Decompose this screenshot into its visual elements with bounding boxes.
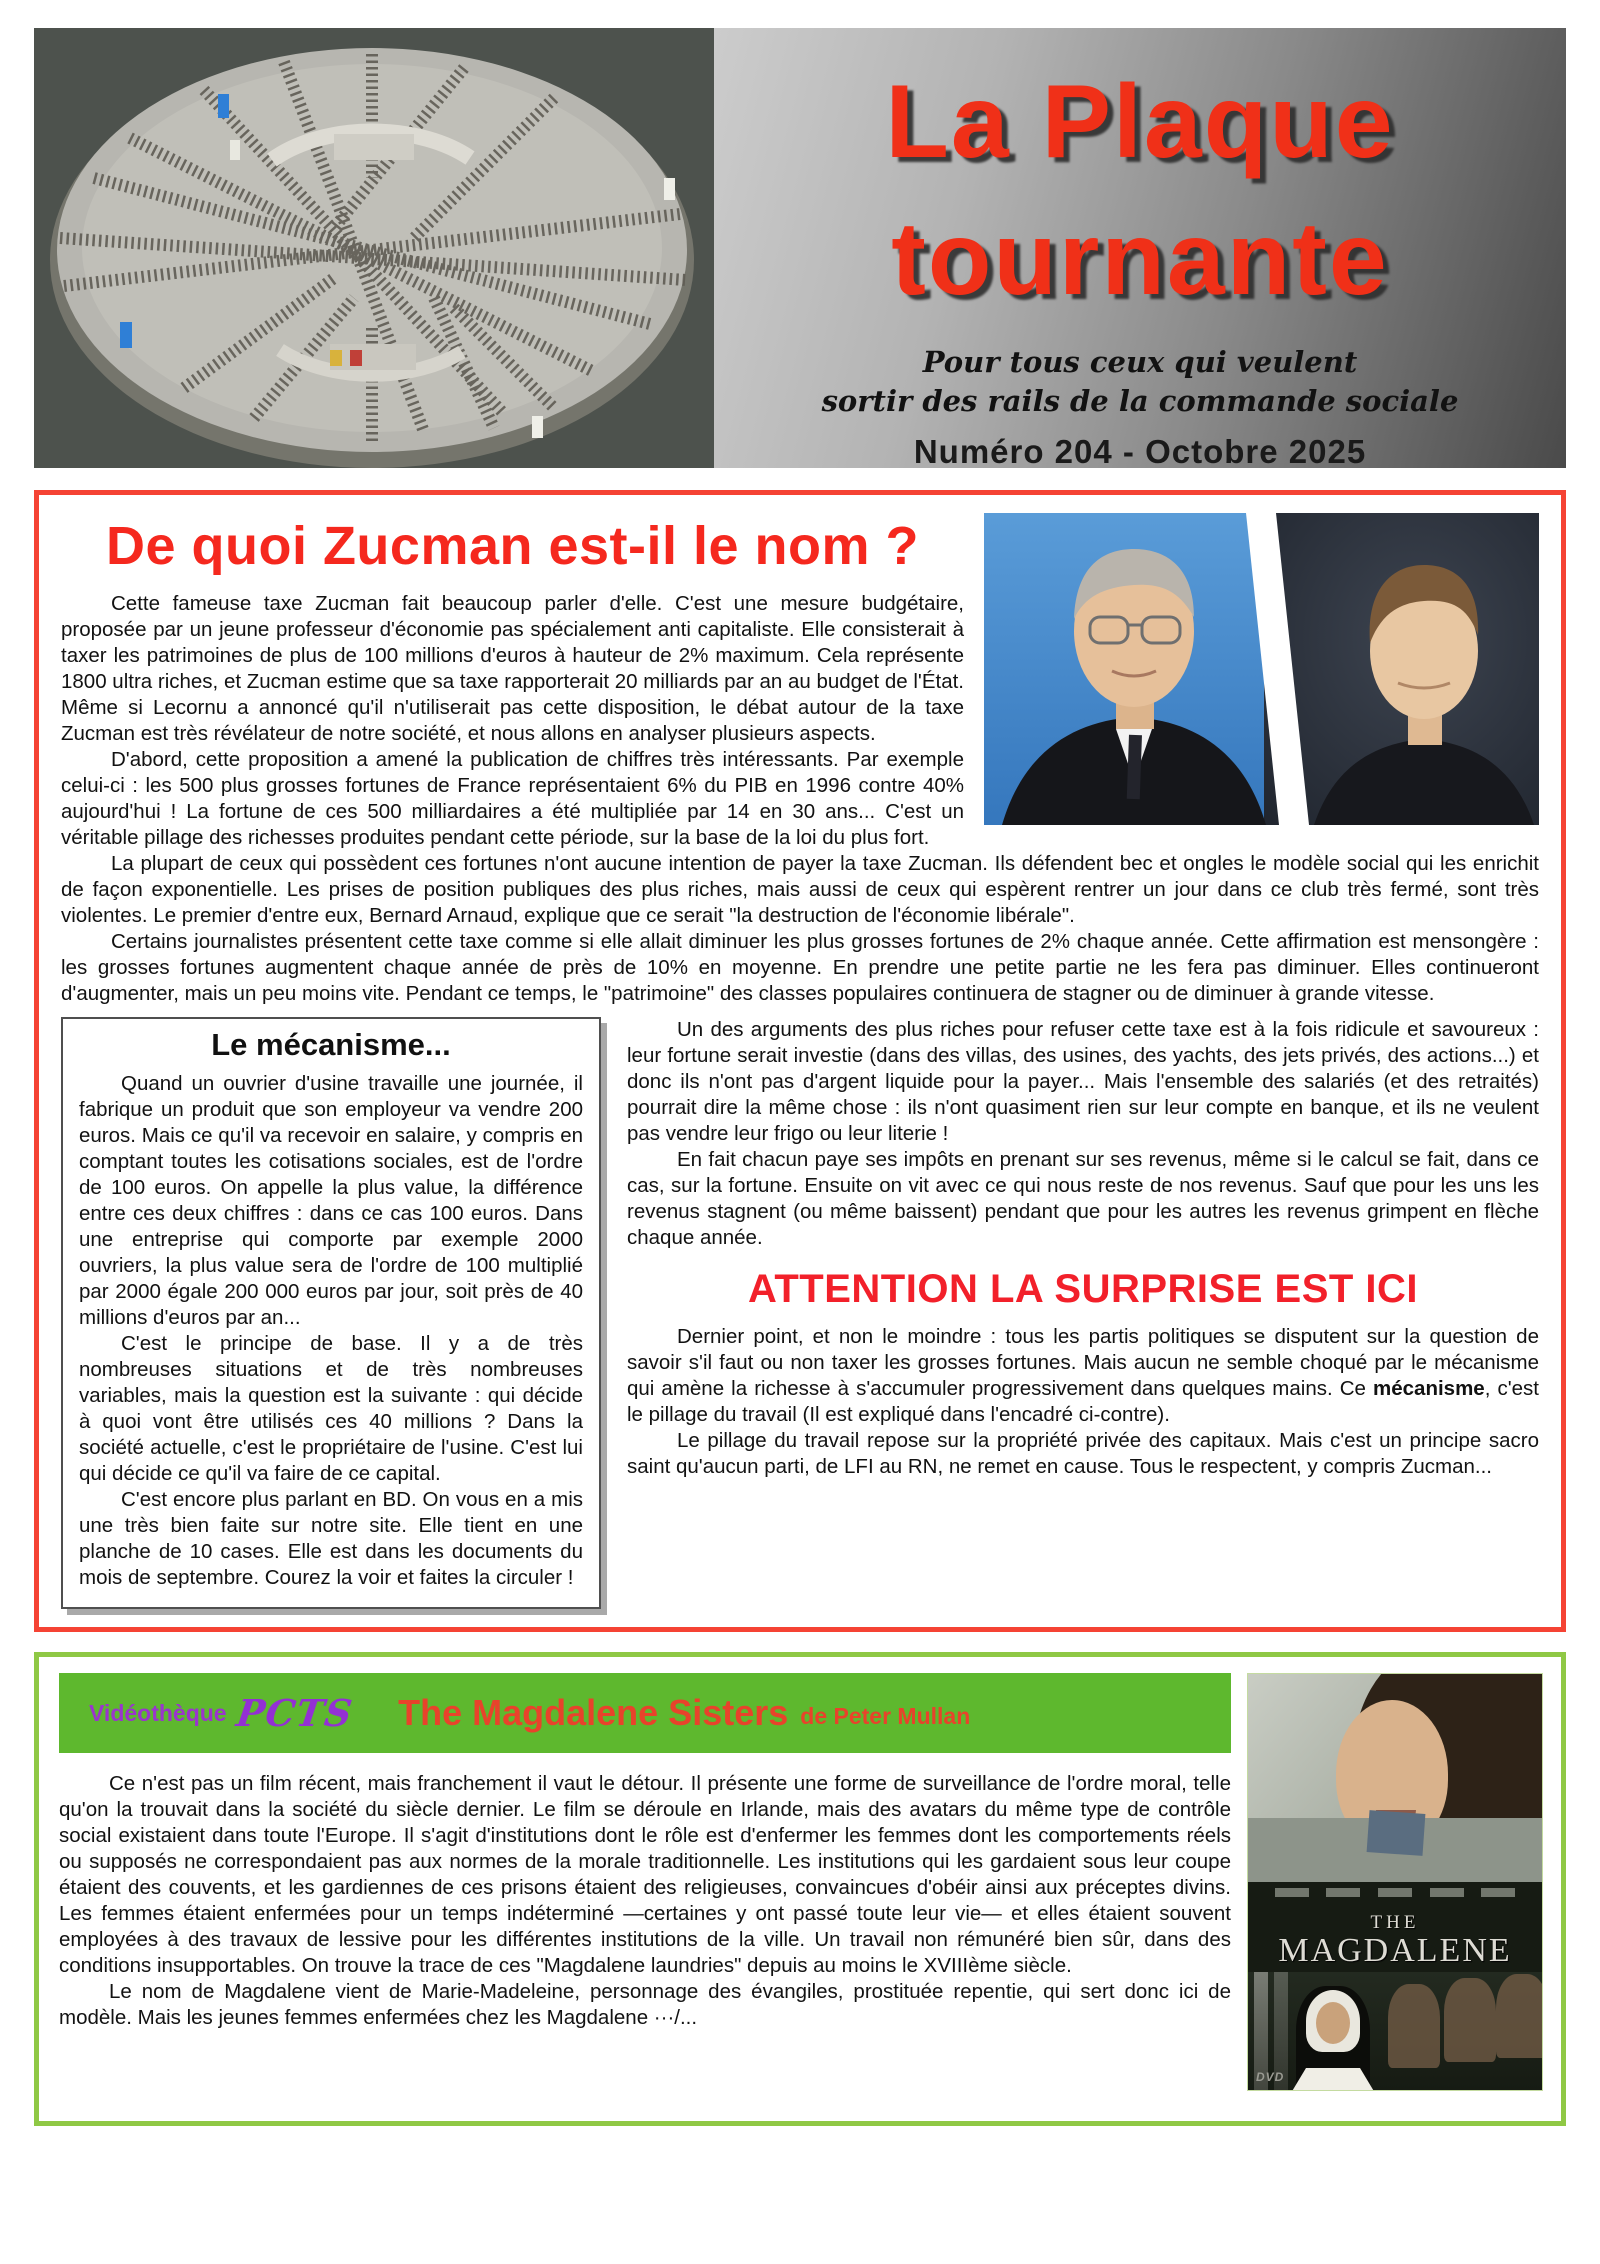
poster-portrait [1248, 1674, 1542, 1882]
videotheque-header-bar [59, 1673, 1231, 1753]
subtitle-line2: sortir des rails de la commande sociale [821, 383, 1459, 418]
video-paragraph-1: Ce n'est pas un film récent, mais franchement il vaut le détour. Il présente une forme de surveillance de l'ordre moral, telle qu'on la trouvait dans la société du siècle dernier. Le film se déroule en Irlande, mais des avatars du même type de contrôle social existaient dans toute l'Europe. Il s'agit d'institutions dont le rôle est d'enfermer les femmes dont les comportements réels ou supposés ne correspondaient pas aux normes de la morale traditionnelle. Les institutions qui les gardaient sous leur coupe étaient des couvents, et les gardiennes de ces prisons étaient des religieuses, convaincues d'obéir ainsi aux préceptes divins. Les femmes étaient enfermées pour un temps indéterminé —certaines y ont passé toute leur vie— et elles étaient souvent employées à des travaux de lessive pour les différentes institutions de la ville. Un travail non rémunéré bien sûr, dans des conditions insupportables. On trouve la trace de ces "Magdalene laundries" depuis au moins le XVIIIème siècle. [59, 1772, 1231, 1977]
dvd-logo: DVD [1256, 2070, 1285, 2084]
masthead [34, 28, 1566, 468]
poster-scene [1248, 1972, 1542, 2090]
videotheque-label: Vidéothèque [89, 1699, 227, 1726]
mechanism-sidebar-box [61, 1017, 601, 1609]
film-director: de Peter Mullan [800, 1702, 971, 1729]
article-right-column [627, 1017, 1539, 1480]
pcts-logo: PCTS [233, 1691, 356, 1735]
film-title: The Magdalene Sisters [398, 1692, 789, 1733]
mechanism-paragraph-2: C'est le principe de base. Il y a de très nombreuses situations et de très nombreuses variables, mais la question est la suivante : qui décide à quoi vont être utilisés ces 40 millions ? Dans la société actuelle, c'est le propriétaire de l'usine. C'est lui qui décide ce qu'il va faire de ce capital. [79, 1332, 583, 1485]
magdalene-poster [1247, 1673, 1543, 2091]
right-paragraph-4: Le pillage du travail repose sur la propriété privée des capitaux. Mais c'est un principe sacro saint qu'aucun parti, de LFI au RN, ne remet en cause. Tous le respectent, y compris Zucman... [627, 1429, 1539, 1478]
article-paragraph-3: La plupart de ceux qui possèdent ces fortunes n'ont aucune intention de payer la taxe Zucman. Ils défendent bec et ongles le modèle social qui les enrichit de façon exponentielle. Les prises de position publiques des plus riches, mais aussi de ceux qui espèrent rentrer un jour dans ce club très fermé, sont très violentes. Le premier d'entre eux, Bernard Arnaud, explique que ce serait "la destruction de l'économie libérale". [61, 852, 1539, 927]
poster-nun-face [1316, 2002, 1350, 2044]
turntable-illustration [34, 28, 714, 468]
right-paragraph-3-before: Dernier point, et non le moindre : tous les partis politiques se disputent sur la question de savoir s'il faut ou non taxer les grosses fortunes. Mais aucun ne semble choqué par le mécanisme qui amène la richesse à s'accumuler progressivement dans quelques mains. Ce [627, 1325, 1539, 1400]
article-columns [61, 1017, 1539, 1609]
right-paragraph-2: En fait chacun paye ses impôts en prenant sur ses revenus, même si le calcul se fait, dans ce cas, sur la fortune. Ensuite on vit avec ce qui nous reste de nos revenus. Sauf que pour les uns les revenus stagnent (ou même baissent) pendant que pour les autres les revenus grimpent en flèche chaque année. [627, 1148, 1539, 1249]
newsletter-title-line2: tournante [891, 201, 1389, 318]
mechanism-paragraph-3: C'est encore plus parlant en BD. On vous en a mis une très bien faite sur notre site. Elle tient en une planche de 10 cases. Elle est dans les documents du mois de septembre. Courez la voir et faites la circuler ! [79, 1488, 583, 1589]
mechanism-paragraph-1: Quand un ouvrier d'usine travaille une journée, il fabrique un produit que son employeur va vendre 200 euros. Mais ce qu'il va recevoir en salaire, y compris en comptant toutes les cotisations sociales, est de l'ordre de 100 euros. On appelle la plus value, la différence entre ces deux chiffres : dans ce cas 100 euros. Dans une entreprise qui comporte par exemple 2000 ouvriers, la plus value sera de l'ordre de 100 multiplié par 2000 égale 200 000 euros par jour, soit près de 40 millions d'euros par an... [79, 1072, 583, 1329]
issue-number: Numéro 204 - Octobre 2025 [913, 432, 1367, 470]
video-paragraph-2: Le nom de Magdalene vient de Marie-Madeleine, personnage des évangiles, prostituée repentie, qui sert donc ici de modèle. Mais les jeunes femmes enfermées chez les Magdalene ···/... [59, 1980, 1231, 2029]
newsletter-subtitle [714, 343, 1566, 421]
article-title: De quoi Zucman est-il le nom ? [105, 516, 920, 576]
videotheque-box [34, 1652, 1566, 2126]
poster-figure [1496, 1974, 1542, 2058]
arnault-zucman-photo [984, 513, 1539, 825]
two-men-portrait [984, 513, 1539, 825]
mechanism-title: Le mécanisme... [211, 1027, 451, 1062]
masthead-banner [714, 28, 1566, 468]
article-paragraph-1: Cette fameuse taxe Zucman fait beaucoup parler d'elle. C'est une mesure budgétaire, proposée par un jeune professeur d'économie pas spécialement anti capitaliste. Elle consisterait à taxer les patrimoines de plus de 100 millions d'euros à hauteur de 2% maximum. Cela représente 1800 ultra riches, et Zucman estime que sa taxe rapporterait 20 milliards par an au budget de l'État. Même si Lecornu a annoncé qu'il n'utiliserait pas cette disposition, le débat autour de la taxe Zucman est très révélateur de notre société, et nous allons en analyser plusieurs aspects. [61, 592, 964, 745]
newsletter-title-line1: La Plaque [885, 64, 1395, 180]
poster-figure [1444, 1978, 1496, 2062]
poster-title-the: THE [1370, 1912, 1420, 1933]
turntable-photo [34, 28, 714, 468]
article-paragraph-4: Certains journalistes présentent cette taxe comme si elle allait diminuer les plus grosses fortunes de 2% chaque année. Cette affirmation est mensongère : les grosses fortunes augmentent chaque année de près de 10% en moyenne. En prendre une petite partie ne les fera pas diminuer. Elles continueront d'augmenter, mais un peu moins vite. Pendant ce temps, le "patrimoine" des classes populaires continuera de stagner ou de diminuer à grande vitesse. [61, 930, 1539, 1005]
poster-figure [1388, 1984, 1440, 2068]
right-paragraph-3 [627, 1324, 1539, 1428]
article-paragraph-2: D'abord, cette proposition a amené la publication de chiffres très intéressants. Par exemple celui-ci : les 500 plus grosses fortunes de France représentaient 6% du PIB en 1996 contre 40% aujourd'hui ! La fortune de ces 500 milliardaires a été multipliée par 14 en 30 ans... C'est un véritable pillage des richesses produites pendant cette période, sur la base de la loi du plus fort. [61, 748, 964, 849]
poster-title-magdalene: MAGDALENE [1278, 1932, 1512, 1969]
right-paragraph-3-bold: mécanisme [1373, 1377, 1485, 1400]
poster-credits [1248, 1888, 1542, 1897]
main-article-box [34, 490, 1566, 1632]
newsletter-title [714, 54, 1566, 329]
poster-collar [1367, 1810, 1426, 1856]
right-paragraph-1: Un des arguments des plus riches pour refuser cette taxe est à la fois ridicule et savoureux : leur fortune serait investie (dans des villas, des usines, des yachts, des jets privés, des actions...) et donc ils n'ont pas d'argent liquide pour la payer... Mais l'ensemble des salariés (et des retraités) pourrait dire la même chose : ils n'ont quasiment rien sur leur compte en banque, et ils ne veulent pas vendre leur frigo ou leur literie ! [627, 1018, 1539, 1145]
subtitle-line1: Pour tous ceux qui veulent [922, 344, 1358, 379]
attention-heading: ATTENTION LA SURPRISE EST ICI [747, 1267, 1419, 1311]
right-paragraph-3-after: , c'est le pillage du travail (Il est expliqué dans l'encadré ci-contre). [627, 1377, 1539, 1426]
